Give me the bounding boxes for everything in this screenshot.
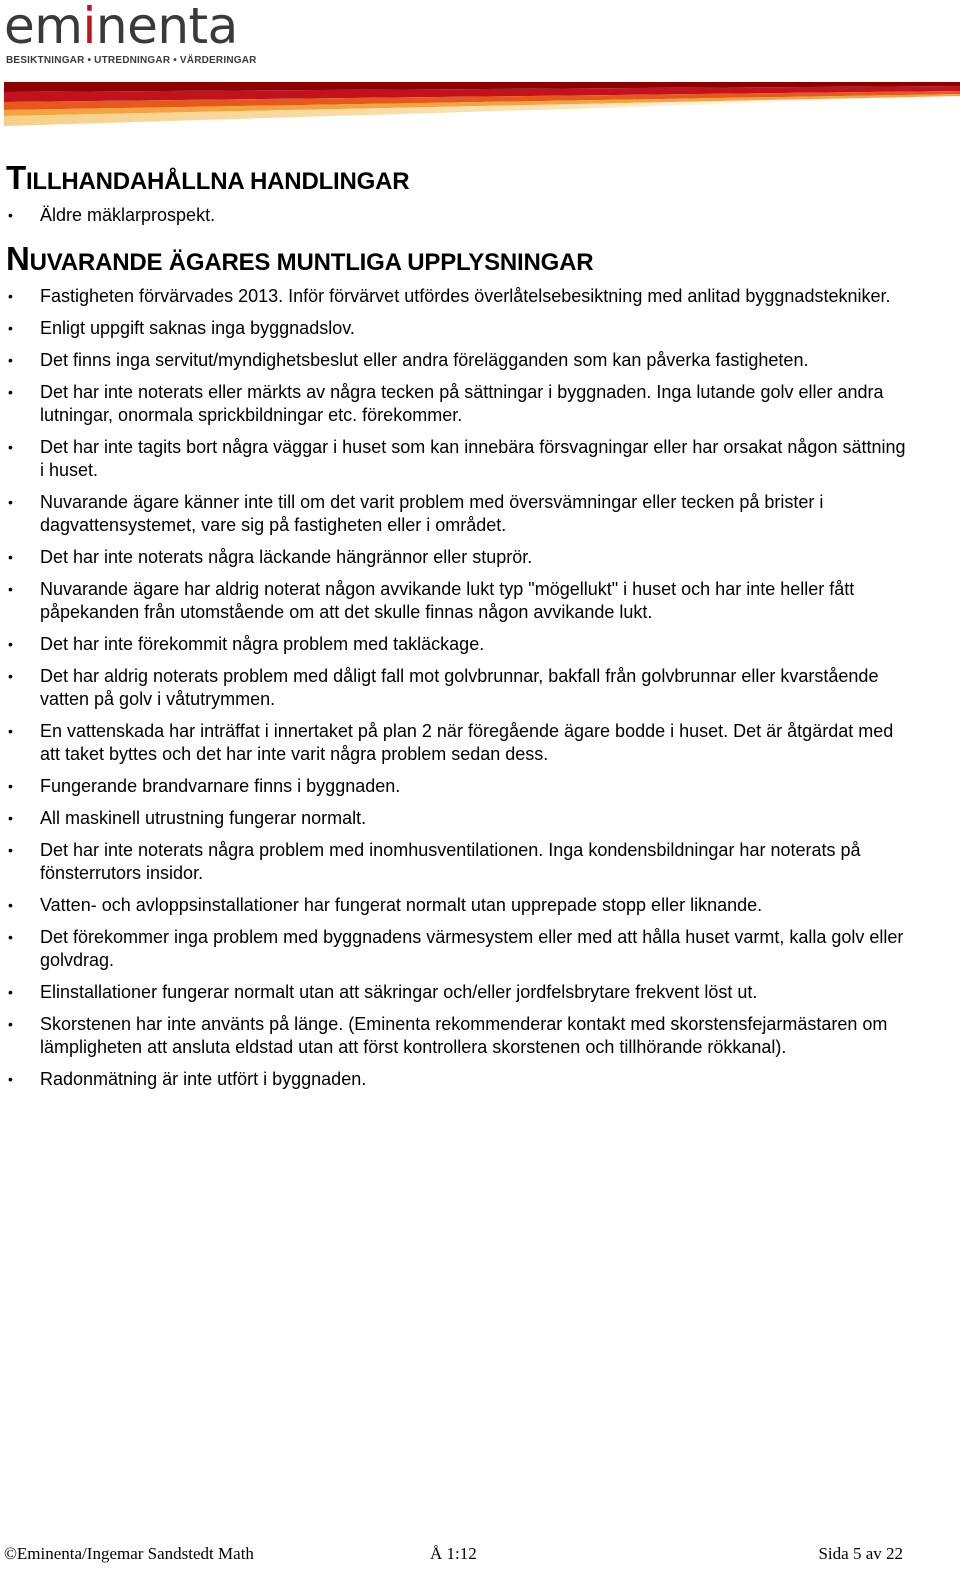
logo-text-end: nenta <box>95 0 238 55</box>
list-item <box>6 926 906 972</box>
list-item-text: Fungerande brandvarnare finns i byggnaden. <box>40 776 401 796</box>
bullet-icon: • <box>8 384 13 400</box>
bullet-icon: • <box>8 1071 13 1087</box>
list-item-text: Det har inte tagits bort några väggar i huset som kan innebära försvagningar eller har orsakat någon sättning i huset. <box>40 437 906 480</box>
bullet-icon: • <box>8 439 13 455</box>
header-decorative-stripes <box>4 82 960 126</box>
list-item-text: Fastigheten förvärvades 2013. Inför förvärvet utfördes överlåtelsebesiktning med anlitad byggnadstekniker. <box>40 286 891 306</box>
list-item-text: Äldre mäklarprospekt. <box>40 205 216 225</box>
list-item <box>6 578 906 624</box>
list-item-text: Nuvarande ägare har aldrig noterat någon avvikande lukt typ "mögellukt" i huset och har inte heller fått påpekanden från utomstående om att det skulle finnas någon avvikande lukt. <box>40 579 855 622</box>
bullet-icon: • <box>8 842 13 858</box>
section-title-handlingar <box>6 159 906 198</box>
title-initial: T <box>6 159 26 196</box>
list-item <box>6 981 906 1004</box>
bullet-icon: • <box>8 288 13 304</box>
page-header <box>0 0 960 130</box>
list-item <box>6 633 906 656</box>
list-item-text: Radonmätning är inte utfört i byggnaden. <box>40 1069 367 1089</box>
list-item <box>6 381 906 427</box>
list-item-text: Det har inte noterats eller märkts av några tecken på sättningar i byggnaden. Inga lutande golv eller andra lutningar, onormala sprickbildningar etc. förekommer. <box>40 382 884 425</box>
list-item-text: Enligt uppgift saknas inga byggnadslov. <box>40 318 355 338</box>
bullet-list-upplysningar <box>6 285 906 1091</box>
page-footer <box>0 1544 960 1570</box>
list-item <box>6 720 906 766</box>
footer-page-number: Sida 5 av 22 <box>818 1544 903 1563</box>
list-item <box>6 807 906 830</box>
bullet-icon: • <box>8 636 13 652</box>
list-item-text: Det förekommer inga problem med byggnadens värmesystem eller med att hålla huset varmt, kalla golv eller golvdrag. <box>40 927 904 970</box>
bullet-icon: • <box>8 668 13 684</box>
bullet-icon: • <box>8 320 13 336</box>
list-item-text: Det har inte noterats några problem med inomhusventilationen. Inga kondensbildningar har noterats på fönsterrutors insidor. <box>40 840 861 883</box>
bullet-icon: • <box>8 984 13 1000</box>
bullet-icon: • <box>8 1016 13 1032</box>
list-item <box>6 204 906 227</box>
list-item-text: Det har inte noterats några läckande hängrännor eller stuprör. <box>40 547 533 567</box>
logo-tagline: BESIKTNINGAR • UTREDNINGAR • VÄRDERINGAR <box>6 55 257 66</box>
list-item-text: Nuvarande ägare känner inte till om det varit problem med översvämningar eller tecken på brister i dagvattensystemet, vare sig på fastigheten eller i området. <box>40 492 824 535</box>
bullet-icon: • <box>8 897 13 913</box>
logo-text-accent: i <box>82 0 96 55</box>
bullet-list-handlingar <box>6 204 906 227</box>
list-item-text: Vatten- och avloppsinstallationer har fungerat normalt utan upprepade stopp eller liknande. <box>40 895 763 915</box>
bullet-icon: • <box>8 494 13 510</box>
list-item <box>6 775 906 798</box>
list-item <box>6 1068 906 1091</box>
list-item-text: Skorstenen har inte använts på länge. (Eminenta rekommenderar kontakt med skorstensfejarmästaren om lämpligheten att ansluta eldstad utan att först kontrollera skorstenen och tillhörande rökkanal). <box>40 1014 888 1057</box>
bullet-icon: • <box>8 723 13 739</box>
title-rest: ILLHANDAHÅLLNA HANDLINGAR <box>25 168 410 195</box>
list-item-text: En vattenskada har inträffat i innertaket på plan 2 när föregående ägare bodde i huset. Det är åtgärdat med att taket byttes och det har inte varit några problem sedan dess. <box>40 721 894 764</box>
document-body <box>6 159 906 1100</box>
bullet-icon: • <box>8 207 13 223</box>
list-item <box>6 839 906 885</box>
bullet-icon: • <box>8 549 13 565</box>
list-item <box>6 436 906 482</box>
list-item-text: Det finns inga servitut/myndighetsbeslut eller andra förelägganden som kan påverka fastigheten. <box>40 350 809 370</box>
list-item <box>6 546 906 569</box>
list-item <box>6 1013 906 1059</box>
list-item-text: All maskinell utrustning fungerar normalt. <box>40 808 367 828</box>
footer-copyright: ©Eminenta/Ingemar Sandstedt Math <box>4 1544 254 1563</box>
bullet-icon: • <box>8 810 13 826</box>
list-item-text: Det har aldrig noterats problem med dåligt fall mot golvbrunnar, bakfall från golvbrunnar eller kvarstående vatten på golv i våtutrymmen. <box>40 666 879 709</box>
section-title-upplysningar <box>6 240 906 279</box>
eminenta-logo <box>4 0 238 56</box>
list-item <box>6 285 906 308</box>
title-initial: N <box>6 240 30 277</box>
list-item <box>6 491 906 537</box>
footer-revision: Å 1:12 <box>430 1544 477 1563</box>
list-item-text: Det har inte förekommit några problem med takläckage. <box>40 634 485 654</box>
list-item <box>6 317 906 340</box>
bullet-icon: • <box>8 352 13 368</box>
title-rest: UVARANDE ÄGARES MUNTLIGA UPPLYSNINGAR <box>29 249 594 276</box>
logo-text-start: em <box>4 0 83 55</box>
bullet-icon: • <box>8 929 13 945</box>
bullet-icon: • <box>8 778 13 794</box>
list-item <box>6 894 906 917</box>
list-item <box>6 665 906 711</box>
list-item-text: Elinstallationer fungerar normalt utan att säkringar och/eller jordfelsbrytare frekvent löst ut. <box>40 982 758 1002</box>
list-item <box>6 349 906 372</box>
bullet-icon: • <box>8 581 13 597</box>
